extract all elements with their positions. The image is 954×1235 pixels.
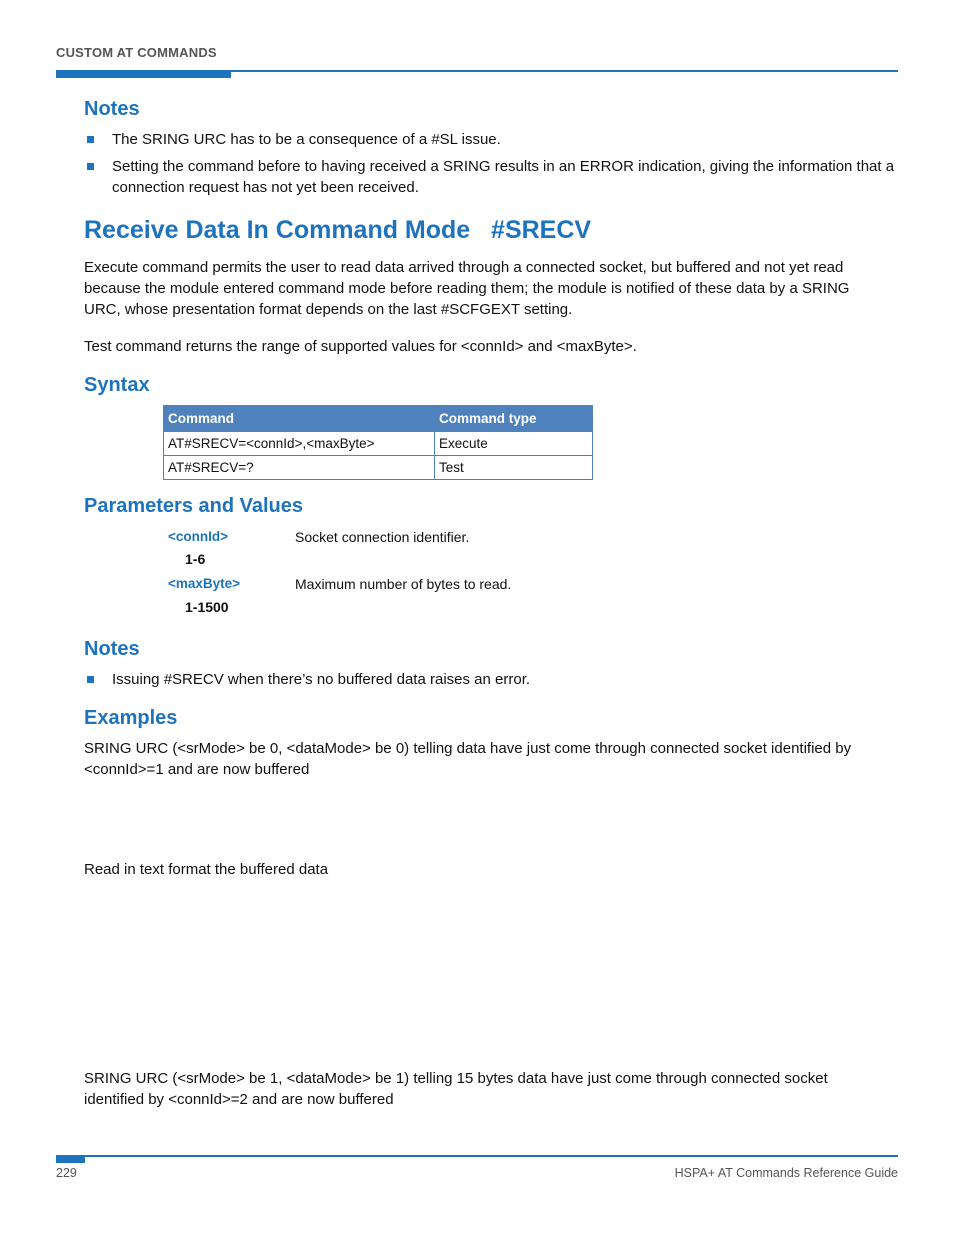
note-item: The SRING URC has to be a consequence of a #SL issue. [112, 131, 501, 148]
example-text: SRING URC (<srMode> be 0, <dataMode> be 0) telling data have just come through connected socket identified by <connId>=1 and are now buffered [84, 740, 852, 778]
note-item: Setting the command before to having received a SRING results in an ERROR indication, giving the information that a connection request has not yet been received. [112, 158, 895, 196]
param-description: Maximum number of bytes to read. [295, 576, 512, 592]
intro-paragraph: Execute command permits the user to read data arrived through a connected socket, but buffered and not yet read because the module entered command mode before reading them; the module is notified of these data by a SRING URC, whose presentation format depends on the last #SCFGEXT setting. [84, 259, 850, 318]
parameters-heading: Parameters and Values [84, 495, 304, 517]
syntax-table [163, 405, 593, 480]
param-description: Socket connection identifier. [295, 529, 470, 545]
running-header: CUSTOM AT COMMANDS [56, 45, 217, 60]
section-title: Receive Data In Command Mode #SRECV [84, 216, 592, 244]
param-name: <connId> [168, 529, 229, 544]
intro-paragraph: Test command returns the range of supported values for <connId> and <maxByte>. [84, 338, 637, 355]
note-item: Issuing #SRECV when there’s no buffered data raises an error. [112, 671, 531, 688]
syntax-heading: Syntax [84, 374, 150, 396]
param-range: 1-6 [185, 551, 206, 567]
header-accent-bar [56, 70, 231, 78]
notes-heading: Notes [84, 638, 140, 660]
param-range: 1-1500 [185, 599, 229, 615]
param-name: <maxByte> [168, 576, 241, 591]
example-text: Read in text format the buffered data [84, 861, 329, 878]
command-cell: AT#SRECV=<connId>,<maxByte> [164, 432, 435, 456]
table-row [164, 432, 593, 456]
bullet-square-icon [87, 676, 94, 683]
column-header: Command [164, 406, 435, 432]
bullet-square-icon [87, 163, 94, 170]
footer-accent-bar [56, 1155, 85, 1163]
table-header-row [164, 406, 593, 432]
command-type-cell: Execute [435, 432, 593, 456]
command-cell: AT#SRECV=? [164, 456, 435, 480]
document-title: HSPA+ AT Commands Reference Guide [674, 1166, 898, 1180]
notes-heading: Notes [84, 98, 140, 120]
example-text: SRING URC (<srMode> be 1, <dataMode> be 1) telling 15 bytes data have just come through connected socket identified by <connId>=2 and are now buffered [84, 1070, 828, 1108]
command-type-cell: Test [435, 456, 593, 480]
bullet-square-icon [87, 136, 94, 143]
column-header: Command type [435, 406, 593, 432]
page-number: 229 [56, 1166, 77, 1180]
table-row [164, 456, 593, 480]
examples-heading: Examples [84, 707, 178, 729]
footer-rule [56, 1155, 898, 1157]
